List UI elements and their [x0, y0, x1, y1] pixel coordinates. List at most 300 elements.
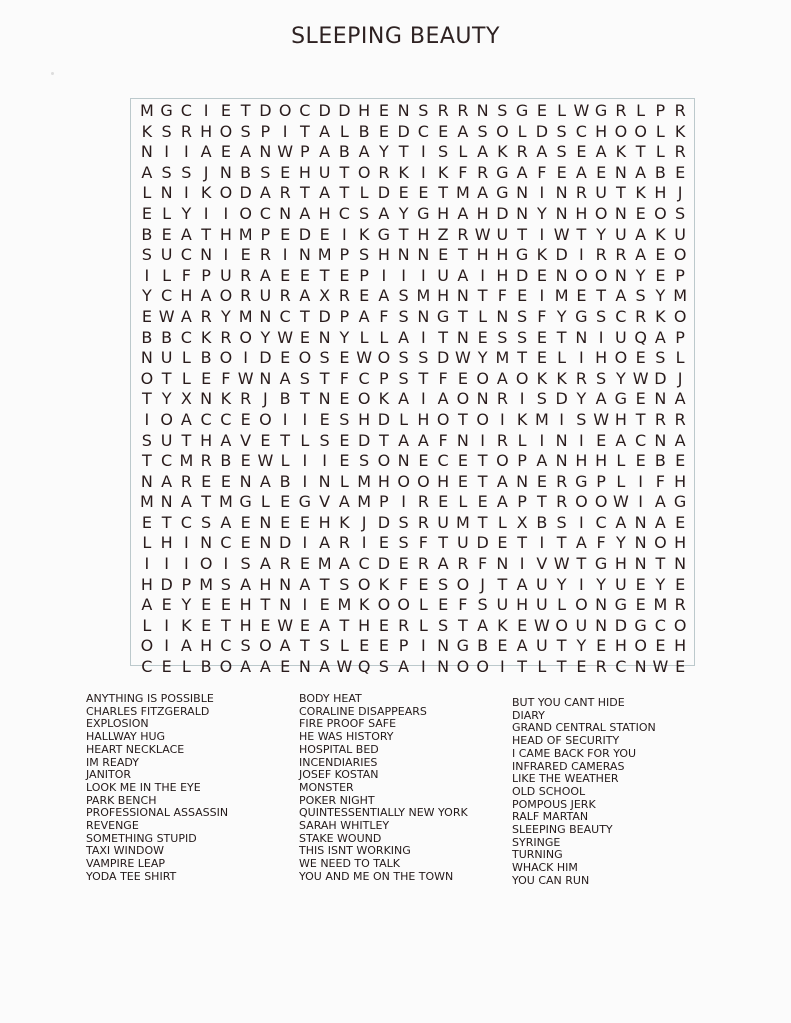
grid-letter: A [477, 142, 489, 162]
paper-speck [51, 72, 54, 75]
grid-letter: E [457, 451, 468, 471]
grid-letter: A [536, 451, 548, 471]
grid-letter: R [615, 101, 627, 120]
grid-letter: S [517, 306, 528, 326]
grid-letter: O [219, 348, 233, 368]
grid-letter: W [553, 224, 570, 244]
grid-letter: T [477, 286, 488, 306]
grid-letter: S [319, 636, 330, 656]
grid-letter: I [302, 595, 308, 615]
grid-letter: C [220, 533, 232, 553]
grid-letter: F [537, 306, 547, 326]
grid-letter: A [516, 636, 528, 656]
grid-letter: P [260, 224, 271, 244]
grid-letter: F [596, 533, 606, 553]
grid-letter: P [201, 265, 211, 285]
grid-letter: I [164, 554, 169, 574]
grid-letter: S [556, 512, 567, 532]
grid-letter: E [240, 512, 251, 532]
grid-letter: W [593, 409, 610, 429]
grid-letter: A [635, 224, 647, 244]
grid-letter: H [674, 533, 687, 553]
grid-letter: M [534, 409, 549, 429]
word-list-item: GRAND CENTRAL STATION [512, 721, 656, 735]
grid-letter: T [339, 615, 350, 635]
grid-letter: O [594, 203, 608, 223]
grid-row [137, 101, 690, 122]
grid-letter: E [517, 286, 528, 306]
grid-letter: S [378, 657, 389, 677]
grid-letter: E [339, 430, 350, 450]
grid-letter: S [359, 203, 370, 223]
grid-letter: A [279, 636, 291, 656]
grid-letter: Y [260, 327, 271, 347]
grid-letter: E [220, 101, 231, 120]
grid-letter: K [378, 389, 390, 409]
grid-letter: R [674, 142, 686, 162]
grid-letter: K [141, 121, 153, 141]
grid-letter: N [160, 183, 173, 203]
grid-letter: D [259, 348, 272, 368]
grid-letter: L [655, 121, 665, 141]
grid-letter: I [184, 142, 189, 162]
grid-letter: C [635, 430, 647, 450]
grid-letter: N [279, 574, 292, 594]
grid-letter: O [654, 203, 667, 223]
grid-letter: N [516, 471, 529, 491]
grid-letter: M [357, 492, 372, 512]
grid-letter: P [675, 327, 685, 347]
grid-letter: E [161, 657, 172, 677]
grid-letter: T [141, 389, 152, 409]
grid-letter: P [260, 121, 271, 141]
grid-letter: B [654, 451, 666, 471]
grid-letter: O [377, 595, 391, 615]
grid-letter: E [378, 615, 389, 635]
grid-letter: N [634, 512, 647, 532]
grid-letter: N [634, 533, 647, 553]
grid-letter: N [555, 265, 568, 285]
grid-letter: H [140, 574, 153, 594]
grid-letter: I [421, 636, 426, 656]
grid-letter: R [674, 101, 686, 120]
grid-letter: D [160, 574, 173, 594]
grid-letter: A [457, 121, 469, 141]
grid-letter: L [359, 327, 369, 347]
grid-letter: D [555, 245, 568, 265]
grid-row [137, 142, 690, 163]
grid-letter: T [201, 224, 212, 244]
grid-letter: S [438, 142, 449, 162]
word-list-item: I CAME BACK FOR YOU [512, 746, 637, 760]
grid-letter: F [438, 368, 448, 388]
grid-letter: E [280, 265, 291, 285]
grid-letter: B [240, 162, 252, 182]
grid-letter: E [635, 348, 646, 368]
grid-letter: A [180, 409, 192, 429]
grid-letter: B [141, 327, 153, 347]
grid-letter: I [421, 327, 426, 347]
grid-letter: E [536, 348, 547, 368]
grid-row [137, 451, 690, 472]
grid-letter: C [358, 554, 370, 574]
grid-letter: E [319, 409, 330, 429]
grid-letter: H [437, 203, 450, 223]
grid-letter: I [579, 430, 584, 450]
grid-letter: T [477, 512, 488, 532]
grid-letter: L [162, 203, 172, 223]
grid-row [137, 348, 690, 369]
grid-letter: R [595, 245, 607, 265]
word-list-item: BODY HEAT [299, 692, 362, 705]
grid-letter: R [180, 121, 192, 141]
grid-letter: A [240, 142, 252, 162]
grid-letter: H [358, 101, 371, 120]
grid-letter: A [398, 389, 410, 409]
grid-letter: B [358, 121, 370, 141]
grid-letter: E [675, 451, 686, 471]
grid-letter: A [161, 471, 173, 491]
grid-letter: O [397, 595, 410, 615]
word-list-item: JOSEF KOSTAN [299, 768, 379, 782]
grid-letter: W [158, 306, 175, 326]
grid-letter: I [342, 224, 347, 244]
grid-letter: T [457, 615, 468, 635]
grid-letter: T [181, 430, 192, 450]
grid-letter: O [140, 636, 154, 656]
grid-letter: D [515, 265, 529, 285]
grid-letter: C [575, 121, 587, 141]
grid-letter: D [318, 306, 331, 326]
grid-letter: I [638, 492, 643, 512]
grid-letter: A [496, 492, 508, 512]
grid-letter: Q [634, 327, 647, 347]
grid-letter: O [357, 574, 371, 594]
grid-letter: A [299, 574, 311, 594]
grid-letter: O [634, 636, 647, 656]
grid-letter: T [596, 286, 607, 306]
grid-letter: C [161, 451, 173, 471]
grid-letter: I [421, 162, 426, 182]
grid-letter: I [302, 533, 308, 553]
grid-letter: M [554, 286, 569, 306]
grid-letter: E [359, 286, 370, 306]
grid-letter: S [141, 245, 152, 265]
grid-letter: T [378, 430, 389, 450]
grid-letter: I [164, 615, 169, 635]
grid-letter: O [417, 471, 430, 491]
grid-letter: K [497, 615, 508, 635]
grid-letter: A [259, 554, 271, 574]
grid-letter: X [516, 512, 528, 532]
grid-letter: E [201, 471, 212, 491]
grid-letter: E [418, 451, 429, 471]
grid-letter: R [180, 471, 192, 491]
grid-letter: I [144, 554, 150, 574]
grid-letter: S [319, 348, 330, 368]
grid-letter: T [635, 409, 646, 429]
grid-letter: K [398, 162, 409, 182]
word-list-item: HEAD OF SECURITY [512, 734, 620, 748]
grid-letter: T [576, 224, 587, 244]
grid-letter: A [615, 430, 627, 450]
grid-letter: H [595, 348, 608, 368]
grid-letter: H [614, 636, 627, 656]
grid-letter: I [539, 224, 545, 244]
grid-letter: G [575, 471, 588, 491]
grid-letter: V [240, 430, 252, 450]
grid-letter: C [654, 615, 666, 635]
grid-letter: C [161, 286, 173, 306]
grid-letter: O [614, 348, 628, 368]
grid-letter: D [535, 121, 549, 141]
grid-letter: C [220, 636, 232, 656]
grid-letter: O [160, 409, 173, 429]
word-list-item: BUT YOU CANT HIDE [512, 696, 625, 709]
grid-letter: I [144, 265, 150, 285]
grid-letter: C [437, 451, 449, 471]
grid-letter: A [141, 162, 153, 182]
grid-letter: U [496, 224, 509, 244]
grid-letter: S [359, 245, 370, 265]
grid-letter: S [477, 121, 488, 141]
grid-row [137, 410, 690, 431]
grid-letter: B [536, 512, 548, 532]
grid-letter: N [516, 203, 529, 223]
grid-letter: L [517, 430, 527, 450]
grid-letter: K [339, 512, 350, 532]
grid-letter: H [358, 409, 371, 429]
grid-letter: R [200, 451, 212, 471]
grid-letter: N [160, 492, 173, 512]
grid-letter: L [557, 348, 567, 368]
grid-letter: M [199, 574, 214, 594]
grid-letter: H [219, 224, 232, 244]
grid-letter: O [357, 162, 371, 182]
word-list-item: INCENDIARIES [299, 755, 378, 769]
grid-letter: N [397, 101, 410, 120]
grid-letter: T [220, 615, 231, 635]
grid-letter: G [377, 224, 391, 244]
grid-letter: N [496, 306, 509, 326]
grid-letter: A [220, 512, 232, 532]
word-list-item: CHARLES FITZGERALD [86, 704, 210, 718]
grid-letter: A [654, 327, 666, 347]
grid-letter: I [519, 554, 525, 574]
grid-letter: S [359, 451, 370, 471]
word-list-item: LOOK ME IN THE EYE [86, 780, 201, 794]
grid-letter: E [378, 121, 389, 141]
grid-letter: F [379, 306, 389, 326]
grid-letter: N [417, 245, 430, 265]
grid-letter: K [516, 409, 528, 429]
grid-letter: D [614, 615, 628, 635]
grid-letter: I [282, 121, 288, 141]
grid-letter: G [614, 389, 628, 409]
grid-letter: K [635, 183, 646, 203]
grid-letter: E [359, 636, 370, 656]
grid-letter: H [476, 203, 489, 223]
grid-letter: G [456, 636, 470, 656]
grid-letter: Y [556, 574, 567, 594]
grid-letter: E [201, 368, 212, 388]
word-list-item: FIRE PROOF SAFE [299, 717, 397, 731]
grid-letter: O [377, 451, 391, 471]
grid-letter: E [240, 245, 251, 265]
grid-letter: A [259, 183, 271, 203]
grid-letter: E [457, 368, 468, 388]
grid-letter: R [477, 162, 489, 182]
word-list-item: HALLWAY HUG [86, 730, 166, 744]
grid-letter: A [358, 142, 370, 162]
grid-letter: S [260, 162, 271, 182]
grid-letter: F [537, 162, 547, 182]
grid-letter: T [556, 657, 567, 677]
grid-letter: V [319, 492, 331, 512]
grid-letter: G [614, 595, 628, 615]
grid-letter: B [477, 636, 489, 656]
grid-letter: E [675, 162, 686, 182]
grid-letter: O [654, 533, 667, 553]
grid-letter: R [575, 368, 587, 388]
grid-letter: A [595, 389, 607, 409]
grid-letter: D [436, 348, 450, 368]
grid-letter: T [161, 368, 172, 388]
grid-letter: A [338, 554, 350, 574]
grid-letter: H [200, 636, 213, 656]
grid-letter: J [263, 389, 268, 409]
grid-letter: T [517, 657, 528, 677]
grid-letter: T [339, 162, 350, 182]
grid-letter: B [654, 162, 666, 182]
grid-letter: N [200, 245, 213, 265]
grid-letter: S [201, 512, 212, 532]
grid-letter: E [280, 512, 291, 532]
grid-letter: W [474, 224, 491, 244]
grid-letter: C [338, 203, 350, 223]
grid-letter: P [517, 451, 527, 471]
grid-letter: E [497, 636, 508, 656]
grid-letter: L [142, 533, 152, 553]
grid-letter: S [398, 512, 409, 532]
grid-row [137, 472, 690, 493]
grid-letter: Y [556, 306, 567, 326]
grid-letter: I [421, 657, 426, 677]
grid-letter: H [516, 595, 529, 615]
grid-letter: I [184, 183, 189, 203]
grid-letter: O [456, 657, 470, 677]
grid-letter: W [652, 657, 669, 677]
grid-letter: A [398, 657, 410, 677]
grid-letter: A [437, 554, 449, 574]
grid-letter: S [319, 430, 330, 450]
grid-letter: W [237, 368, 254, 388]
grid-letter: B [338, 142, 350, 162]
grid-letter: K [655, 224, 666, 244]
grid-letter: G [515, 101, 529, 120]
grid-row [137, 122, 690, 143]
grid-letter: A [635, 162, 647, 182]
grid-letter: N [634, 554, 647, 574]
grid-letter: A [575, 533, 587, 553]
grid-letter: I [203, 203, 209, 223]
word-list-item: SYRINGE [512, 835, 561, 849]
grid-letter: G [673, 492, 687, 512]
grid-letter: R [575, 183, 587, 203]
grid-letter: S [556, 121, 567, 141]
grid-row [137, 163, 690, 184]
grid-letter: T [497, 574, 508, 594]
grid-letter: N [437, 657, 450, 677]
grid-letter: T [655, 554, 666, 574]
grid-letter: K [358, 595, 370, 615]
grid-letter: C [299, 101, 311, 120]
grid-letter: L [142, 183, 152, 203]
grid-letter: E [655, 245, 666, 265]
grid-letter: I [144, 409, 150, 429]
grid-letter: E [299, 265, 310, 285]
grid-letter: O [377, 348, 391, 368]
grid-letter: K [497, 142, 508, 162]
grid-letter: W [612, 492, 629, 512]
grid-letter: A [141, 595, 153, 615]
grid-letter: U [160, 348, 173, 368]
grid-letter: R [457, 224, 469, 244]
grid-letter: I [223, 203, 229, 223]
grid-letter: H [259, 574, 272, 594]
grid-letter: K [200, 327, 212, 347]
grid-letter: A [654, 492, 666, 512]
grid-letter: C [358, 368, 370, 388]
grid-letter: O [397, 471, 410, 491]
grid-letter: A [635, 245, 647, 265]
grid-letter: S [418, 348, 429, 368]
grid-letter: C [180, 245, 192, 265]
grid-letter: G [594, 554, 608, 574]
grid-letter: V [536, 554, 548, 574]
grid-letter: U [259, 286, 272, 306]
grid-letter: U [615, 224, 627, 244]
word-list-item: POMPOUS JERK [512, 797, 596, 811]
grid-letter: O [239, 327, 252, 347]
grid-letter: T [299, 636, 310, 656]
grid-letter: R [457, 554, 469, 574]
grid-letter: A [240, 657, 252, 677]
grid-letter: A [279, 368, 291, 388]
grid-letter: L [557, 101, 567, 120]
grid-letter: U [160, 430, 173, 450]
grid-letter: E [240, 409, 251, 429]
grid-letter: T [240, 101, 251, 120]
grid-letter: N [318, 327, 331, 347]
grid-letter: S [477, 595, 488, 615]
grid-letter: B [200, 348, 212, 368]
grid-letter: T [556, 636, 567, 656]
word-list-item: PARK BENCH [86, 793, 157, 807]
grid-letter: A [477, 183, 489, 203]
grid-letter: I [401, 265, 406, 285]
word-list-item: VAMPIRE LEAP [86, 857, 166, 871]
grid-letter: I [579, 348, 584, 368]
grid-letter: A [516, 162, 528, 182]
word-list-item: DIARY [512, 708, 545, 722]
grid-letter: C [200, 409, 212, 429]
grid-letter: X [319, 286, 331, 306]
grid-letter: E [675, 574, 686, 594]
word-list-item: LIKE THE WEATHER [512, 772, 619, 786]
grid-letter: O [555, 615, 568, 635]
grid-letter: T [517, 533, 528, 553]
